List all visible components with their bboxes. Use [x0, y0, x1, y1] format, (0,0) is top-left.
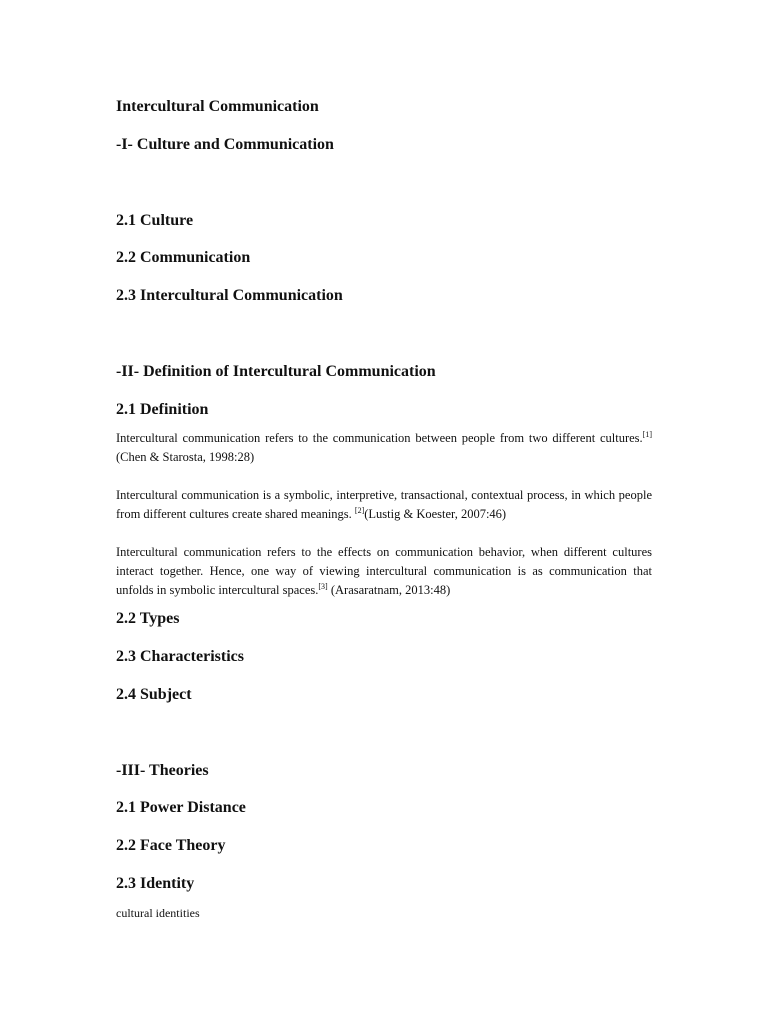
definition-paragraph-2	[116, 486, 652, 524]
section-2-heading: -II- Definition of Intercultural Communication	[116, 363, 436, 380]
section-1-item-culture: 2.1 Culture	[116, 212, 194, 229]
section-3-item-face-theory: 2.2 Face Theory	[116, 837, 226, 854]
section-3-heading: -III- Theories	[116, 762, 209, 779]
identity-note: cultural identities	[116, 906, 200, 920]
citation: (Chen & Starosta, 1998:28)	[116, 450, 255, 464]
section-2-item-characteristics: 2.3 Characteristics	[116, 648, 244, 665]
section-3-item-power-distance: 2.1 Power Distance	[116, 799, 246, 816]
section-1-heading: -I- Culture and Communication	[116, 136, 334, 153]
definition-paragraph-3	[116, 543, 652, 600]
section-2-item-types: 2.2 Types	[116, 610, 180, 627]
paragraph-text: Intercultural communication refers to the communication between people from two different cultures.	[116, 431, 643, 445]
definition-paragraph-1	[116, 429, 652, 467]
footnote-ref: [3]	[318, 581, 328, 591]
document-page	[116, 0, 652, 1024]
section-1-item-communication: 2.2 Communication	[116, 249, 251, 266]
footnote-ref: [1]	[642, 429, 652, 439]
footnote-ref: [2]	[354, 505, 365, 515]
citation: (Arasaratnam, 2013:48)	[327, 583, 451, 597]
paragraph-text: Intercultural communication refers to the effects on communication behavior, when different cultures interact together. Hence, one way of viewing intercultural communication is as communication that unfolds in symbolic intercultural spaces.	[116, 545, 652, 597]
section-2-definition-heading: 2.1 Definition	[116, 401, 209, 418]
section-3-item-identity: 2.3 Identity	[116, 875, 195, 892]
section-2-item-subject: 2.4 Subject	[116, 686, 192, 703]
document-title: Intercultural Communication	[116, 98, 319, 115]
citation: (Lustig & Koester, 2007:46)	[364, 507, 507, 521]
section-1-item-intercultural-communication: 2.3 Intercultural Communication	[116, 287, 343, 304]
paragraph-text: Intercultural communication is a symbolic, interpretive, transactional, contextual process, in which people from different cultures create shared meanings.	[116, 488, 652, 521]
